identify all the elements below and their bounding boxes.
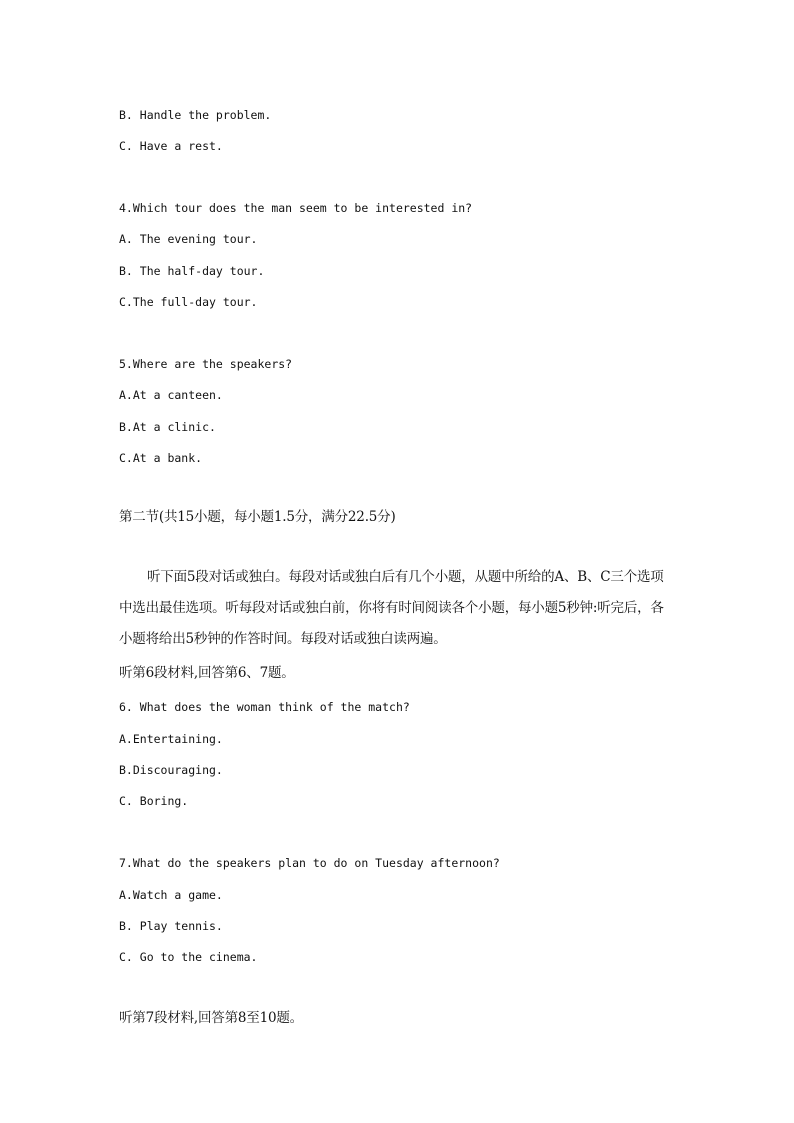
section2-instructions: 听下面5段对话或独白。每段对话或独白后有几个小题，从题中所给的A、B、C三个选项中选出最佳选项。听每段对话或独白前，你将有时间阅读各个小题，每小题5秒钟:听完后，各小题将给出5秒钟的作答时间。每段对话或独白读两遍。 (119, 569, 664, 647)
q4-option-b: B. The half-day tour. (119, 264, 265, 278)
q6-option-c: C. Boring. (119, 794, 189, 808)
material7-heading: 听第7段材料,回答第8至10题。 (119, 1010, 303, 1026)
q4-option-c: C.The full-day tour. (119, 295, 258, 309)
material6-heading: 听第6段材料,回答第6、7题。 (119, 665, 295, 681)
q5-question: 5.Where are the speakers? (119, 357, 293, 371)
q5-option-b: B.At a clinic. (119, 420, 216, 434)
q4-question: 4.Which tour does the man seem to be interested in? (119, 201, 473, 215)
q7-option-b: B. Play tennis. (119, 919, 223, 933)
q6-option-a: A.Entertaining. (119, 732, 223, 746)
q6-option-b: B.Discouraging. (119, 763, 223, 777)
section2-heading: 第二节(共15小题，每小题1.5分，满分22.5分) (119, 509, 396, 525)
q5-option-a: A.At a canteen. (119, 388, 223, 402)
q7-option-c: C. Go to the cinema. (119, 950, 258, 964)
q5-option-c: C.At a bank. (119, 451, 203, 465)
q4-option-a: A. The evening tour. (119, 232, 258, 246)
q3-option-c: C. Have a rest. (119, 139, 223, 153)
q6-question: 6. What does the woman think of the match? (119, 700, 410, 714)
q3-option-b: B. Handle the problem. (119, 108, 272, 122)
q7-option-a: A.Watch a game. (119, 888, 223, 902)
q7-question: 7.What do the speakers plan to do on Tuesday afternoon? (119, 856, 500, 870)
